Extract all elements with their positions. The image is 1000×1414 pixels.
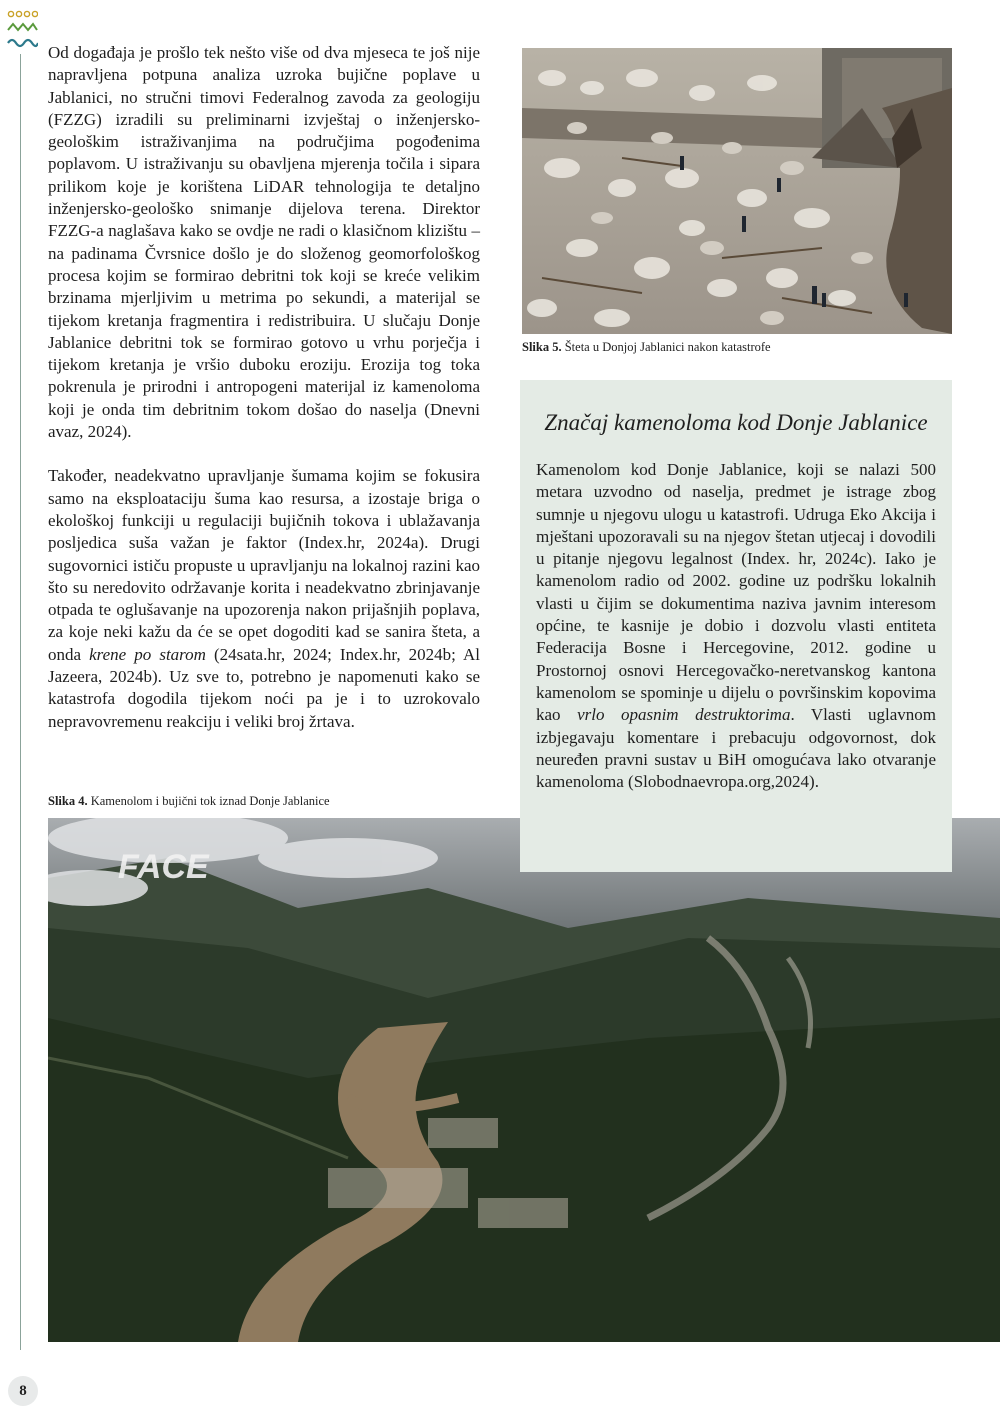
italic-phrase: krene po starom [89,644,206,664]
info-box-title: Značaj kamenoloma kod Donje Jablanice [544,410,928,435]
info-box [520,380,952,872]
figure-5-photo [522,48,952,334]
figure-4-caption: Slika 4. Kamenolom i bujični tok iznad Donje Jablanice [48,794,330,808]
left-text-column [48,42,480,733]
face-watermark: FACE [118,848,209,886]
publisher-logo-icon [6,10,38,50]
body-paragraph-1: Od događaja je prošlo tek nešto više od dva mjeseca te još nije napravljena potpuna analiza uzroka bujične poplave u Jablanici, no stručni timovi Federalnog zavoda za geologiju (FZZG) izradili su preliminarni izvještaj o inženjersko-geološkim istraživanjima na područjima pogođenima poplavom. U istraživanju su obavljena mjerenja točila i sipara prilikom koje je korištena LiDAR tehnologija te detaljno inženjersko-geološko snimanje dijelova terena. Direktor FZZG-a naglašava kako se ovdje ne radi o klasičnom klizištu – na padinama Čvrsnice došlo je do složenog geomorfološkog procesa kojim se formirao debritni tok koji se kreće velikim brzinama mjerljivim u metrima po sekundi, a materijal se tijekom kretanja fragmentira i redistribuira. U slučaju Donje Jablanice debritni tok se formirao gotovo u vrhu porječja i tijekom kretanja je vršio duboku eroziju. Erozija tog toka pokrenula je prirodni i antropogeni materijal iz kamenoloma koji je onda tim debritnim tokom došao do naselja (Dnevni avaz, 2024). [48,43,480,442]
info-box-text: Kamenolom kod Donje Jablanice, koji se nalazi 500 metara uzvodno od naselja, predmet je istrage zbog sumnje u njegovu ulogu u katastrofi. Udruga Eko Akcija i mještani upozoravali su na njegov štetan utjecaj i dovodili u pitanje njegovu legalnost (Index. hr, 2024c). Iako je kamenolom radio od 2002. godine uz podršku lokalnih vlasti u čijim se dokumentima naziva javnim interesom općine, te kasnije je dobio i dozvolu vlasti entiteta Federacija Bosne i Hercegovine, 2012. godine u Prostornoj osnovi Hercegovačko-neretvanskog kantona kamenolom se spominje u dijelu o površinskim kopovima kao vrlo opasnim destruktorima. Vlasti uglavnom izbjegavaju komentare i prebacuju odgovornost, dok neuređen pravni sustav u BiH omogućava lako otvaranje kamenoloma (Slobodnaevropa.org,2024). [536,460,937,792]
body-paragraph-2: Također, neadekvatno upravljanje šumama kojim se fokusira samo na eksploataciju šuma kao resursa, a izostaje briga o ekološkoj funkciji u regulaciji bujičnih tokova i ublažavanja posljedica suša važan je faktor (Index.hr, 2024a). Drugi sugovornici ističu propuste u upravljanju na lokalnoj razini kao što su neredovito održavanje korita i neadekvatno zbrinjavanje otpada te oglušavanje na upozorenja nakon prijašnjih poplava, za koje neki kažu da će se opet dogoditi kad se sanira šteta, a onda krene po starom (24sata.hr, 2024; Index.hr, 2024b; Al Jazeera, 2024b). Uz sve to, potrebno je napomenuti kako se katastrofa dogodila tijekom noći pa je i to uzrokovalo nepravovremenu reakciju i veliki broj žrtava. [48,466,480,731]
italic-phrase: vrlo opasnim destruktorima [577,705,791,725]
figure-4-photo [48,818,1000,1342]
left-margin-rule [20,54,21,1350]
figure-5-caption: Slika 5. Šteta u Donjoj Jablanici nakon katastrofe [522,340,771,354]
page-number: 8 [8,1376,38,1406]
